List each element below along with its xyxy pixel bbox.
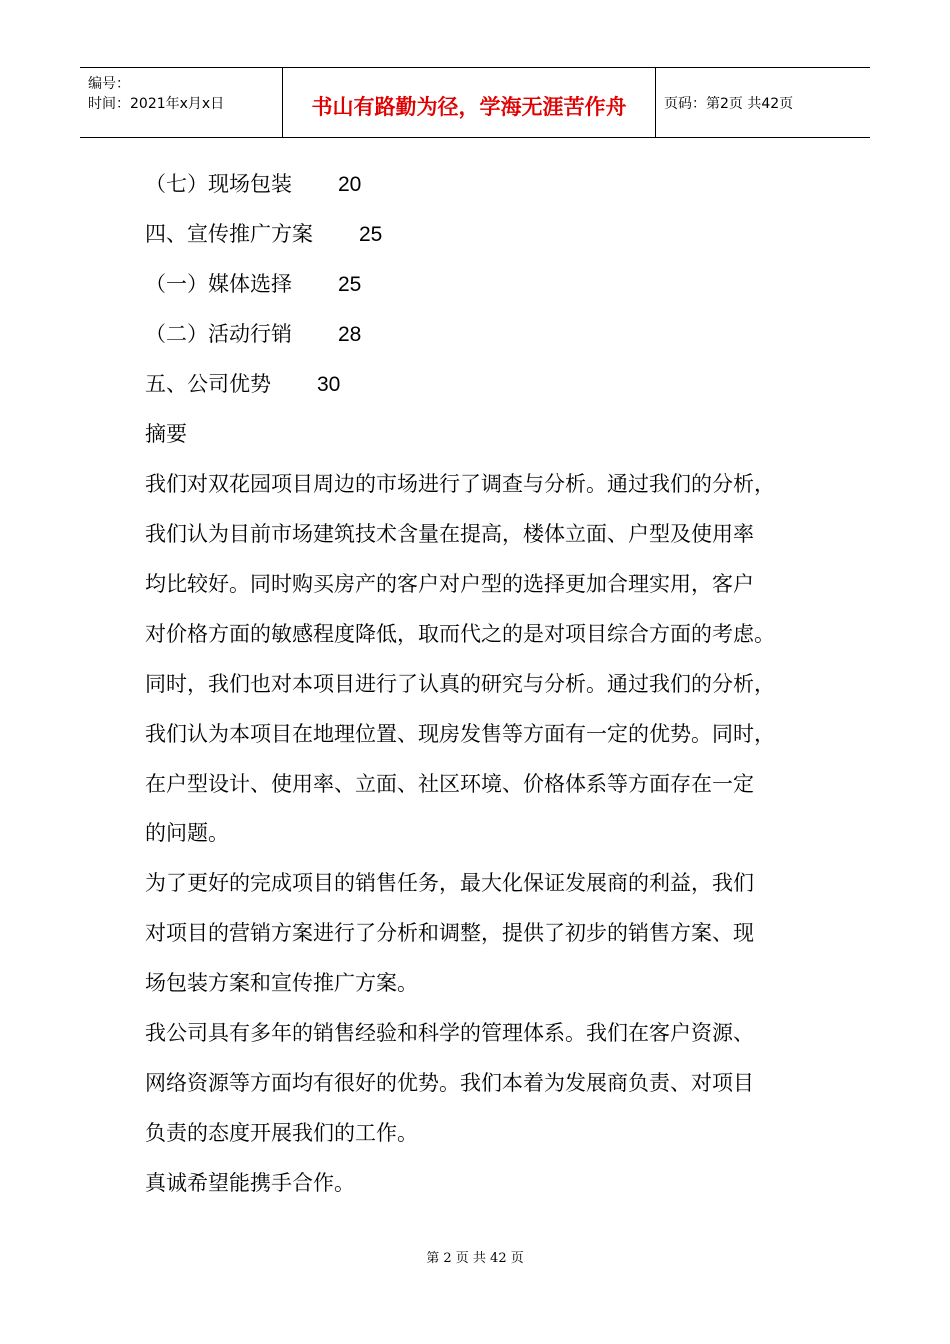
- body-line: 我公司具有多年的销售经验和科学的管理体系。我们在客户资源、: [145, 1021, 754, 1045]
- body-line: 在户型设计、使用率、立面、社区环境、价格体系等方面存在一定: [145, 772, 754, 796]
- toc-entry: [145, 220, 382, 249]
- toc-entry: [145, 170, 361, 199]
- toc-entry-page: 25: [359, 223, 383, 246]
- header-divider: [655, 68, 656, 137]
- body-line: 网络资源等方面均有很好的优势。我们本着为发展商负责、对项目: [145, 1071, 754, 1095]
- number-label: 编号：: [88, 76, 130, 92]
- header-meta: [88, 74, 224, 114]
- body-line: 我们认为目前市场建筑技术含量在提高，楼体立面、户型及使用率: [145, 522, 754, 546]
- toc-entry: [145, 270, 361, 299]
- header-motto: 书山有路勤为径，学海无涯苦作舟: [311, 95, 627, 119]
- toc-entry-text: （七）现场包装: [145, 172, 292, 196]
- body-line: 为了更好的完成项目的销售任务，最大化保证发展商的利益，我们: [145, 871, 754, 895]
- toc-entry-page: 25: [338, 273, 362, 296]
- page-footer: 第 2 页 共 42 页: [426, 1251, 524, 1266]
- time-label: 时间：2021年x月x日: [88, 96, 225, 112]
- body-line: 我们认为本项目在地理位置、现房发售等方面有一定的优势。同时，: [145, 722, 775, 746]
- toc-entry-page: 28: [338, 323, 362, 346]
- body-line: 对价格方面的敏感程度降低，取而代之的是对项目综合方面的考虑。: [145, 622, 775, 646]
- header-page-info: 页码：第2页 共42页: [664, 96, 794, 112]
- toc-entry-text: （二）活动行销: [145, 322, 292, 346]
- toc-entry-text: 四、宣传推广方案: [145, 222, 313, 246]
- body-line: 负责的态度开展我们的工作。: [145, 1121, 418, 1145]
- toc-entry: [145, 370, 340, 399]
- toc-entry-text: 五、公司优势: [145, 372, 271, 396]
- body-line: 场包装方案和宣传推广方案。: [145, 971, 418, 995]
- body-line: 的问题。: [145, 821, 229, 845]
- document-header: [80, 67, 870, 138]
- toc-entry-page: 20: [338, 173, 362, 196]
- body-line: 真诚希望能携手合作。: [145, 1171, 355, 1195]
- toc-entry-text: （一）媒体选择: [145, 272, 292, 296]
- body-line: 同时，我们也对本项目进行了认真的研究与分析。通过我们的分析，: [145, 672, 775, 696]
- body-line: 我们对双花园项目周边的市场进行了调查与分析。通过我们的分析，: [145, 472, 775, 496]
- abstract-title: 摘要: [145, 422, 187, 446]
- toc-entry: [145, 320, 361, 349]
- toc-entry-page: 30: [317, 373, 341, 396]
- body-line: 对项目的营销方案进行了分析和调整，提供了初步的销售方案、现: [145, 921, 754, 945]
- body-line: 均比较好。同时购买房产的客户对户型的选择更加合理实用，客户: [145, 572, 754, 596]
